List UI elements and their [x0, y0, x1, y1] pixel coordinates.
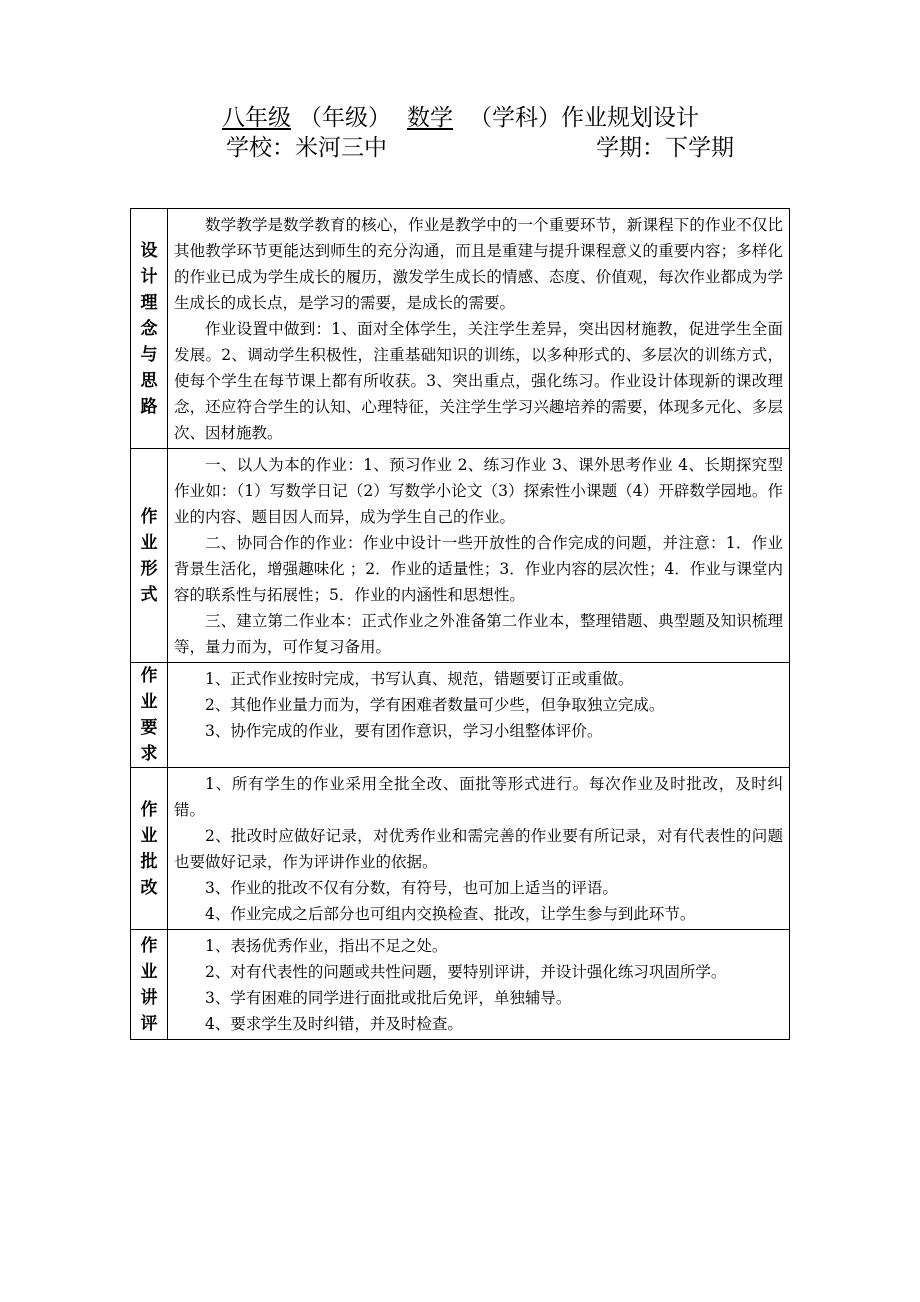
- grade-suffix: （年级）: [299, 105, 391, 131]
- section-label-homework-review: 作 业 讲 评: [131, 930, 168, 1040]
- paragraph: 1、表扬优秀作业，指出不足之处。: [205, 937, 448, 955]
- paragraph: 三、建立第二作业本：正式作业之外准备第二作业本，整理错题、典型题及知识梳理等，量力而为，可作复习备用。: [174, 612, 783, 656]
- section-label-homework-requirements: 作 业 要 求: [131, 663, 168, 768]
- section-label-homework-grading: 作 业 批 改: [131, 768, 168, 930]
- section-body-homework-review: [168, 930, 790, 1040]
- subject-field: 数学: [407, 105, 453, 131]
- paragraph: 3、作业的批改不仅有分数，有符号，也可加上适当的评语。: [205, 879, 618, 897]
- section-label-design-philosophy: 设 计 理 念 与 思 路: [131, 209, 168, 449]
- paragraph: 1、正式作业按时完成，书写认真、规范，错题要订正或重做。: [205, 670, 634, 688]
- section-body-homework-grading: [168, 768, 790, 930]
- section-row: [131, 663, 790, 768]
- paragraph: 1、所有学生的作业采用全批全改、面批等形式进行。每次作业及时批改，及时纠错。: [174, 775, 783, 819]
- paragraph: 2、其他作业量力而为，学有困难者数量可少些，但争取独立完成。: [205, 696, 665, 714]
- paragraph: 二、协同合作的作业：作业中设计一些开放性的合作完成的问题，并注意：1．作业背景生活化，增强趣味化 ；2．作业的适量性；3．作业内容的层次性；4．作业与课堂内容的联系性与拓展性；5．作业的内涵性和思想性。: [174, 534, 783, 604]
- title-line: [222, 104, 699, 132]
- school-label: 学校：米河三中: [226, 135, 387, 161]
- section-body-homework-forms: [168, 449, 790, 663]
- paragraph: 4、要求学生及时纠错，并及时检查。: [205, 1015, 463, 1033]
- subject-suffix: （学科）作业规划设计: [469, 105, 699, 131]
- paragraph: 4、作业完成之后部分也可组内交换检查、批改，让学生参与到此环节。: [205, 905, 696, 923]
- paragraph: 一、以人为本的作业：1、预习作业 2、练习作业 3、课外思考作业 4、长期探究型作业如：（1）写数学日记（2）写数学小论文（3）探索性小课题（4）开辟数学园地。作业的内容、题目因人而异，成为学生自己的作业。: [174, 456, 783, 526]
- paragraph: 2、对有代表性的问题或共性问题，要特别评讲，并设计强化练习巩固所学。: [205, 963, 727, 981]
- section-row: [131, 449, 790, 663]
- section-label-homework-forms: 作 业 形 式: [131, 449, 168, 663]
- section-row: [131, 768, 790, 930]
- plan-table: [130, 208, 790, 1040]
- term-label: 学期：下学期: [596, 135, 734, 161]
- paragraph: 3、协作完成的作业，要有团作意识，学习小组整体评价。: [205, 722, 603, 740]
- section-body-homework-requirements: [168, 663, 790, 768]
- grade-field: 八年级: [222, 105, 291, 131]
- paragraph: 作业设置中做到：1、面对全体学生，关注学生差异，突出因材施教，促进学生全面发展。2、调动学生积极性，注重基础知识的训练，以多种形式的、多层次的训练方式，使每个学生在每节课上都有所收获。3、突出重点，强化练习。作业设计体现新的课改理念，还应符合学生的认知、心理特征，关注学生学习兴趣培养的需要，体现多元化、多层次、因材施教。: [174, 320, 783, 442]
- section-body-design-philosophy: [168, 209, 790, 449]
- paragraph: 3、学有困难的同学进行面批或批后免评，单独辅导。: [205, 989, 572, 1007]
- school-term-line: [226, 134, 734, 162]
- paragraph: 数学教学是数学教育的核心，作业是教学中的一个重要环节，新课程下的作业不仅比其他教学环节更能达到师生的充分沟通，而且是重建与提升课程意义的重要内容；多样化的作业已成为学生成长的履历，激发学生成长的情感、态度、价值观，每次作业都成为学生成长的成长点，是学习的需要，是成长的需要。: [174, 216, 783, 312]
- section-row: [131, 209, 790, 449]
- section-row: [131, 930, 790, 1040]
- paragraph: 2、批改时应做好记录，对优秀作业和需完善的作业要有所记录，对有代表性的问题也要做好记录，作为评讲作业的依据。: [174, 827, 783, 871]
